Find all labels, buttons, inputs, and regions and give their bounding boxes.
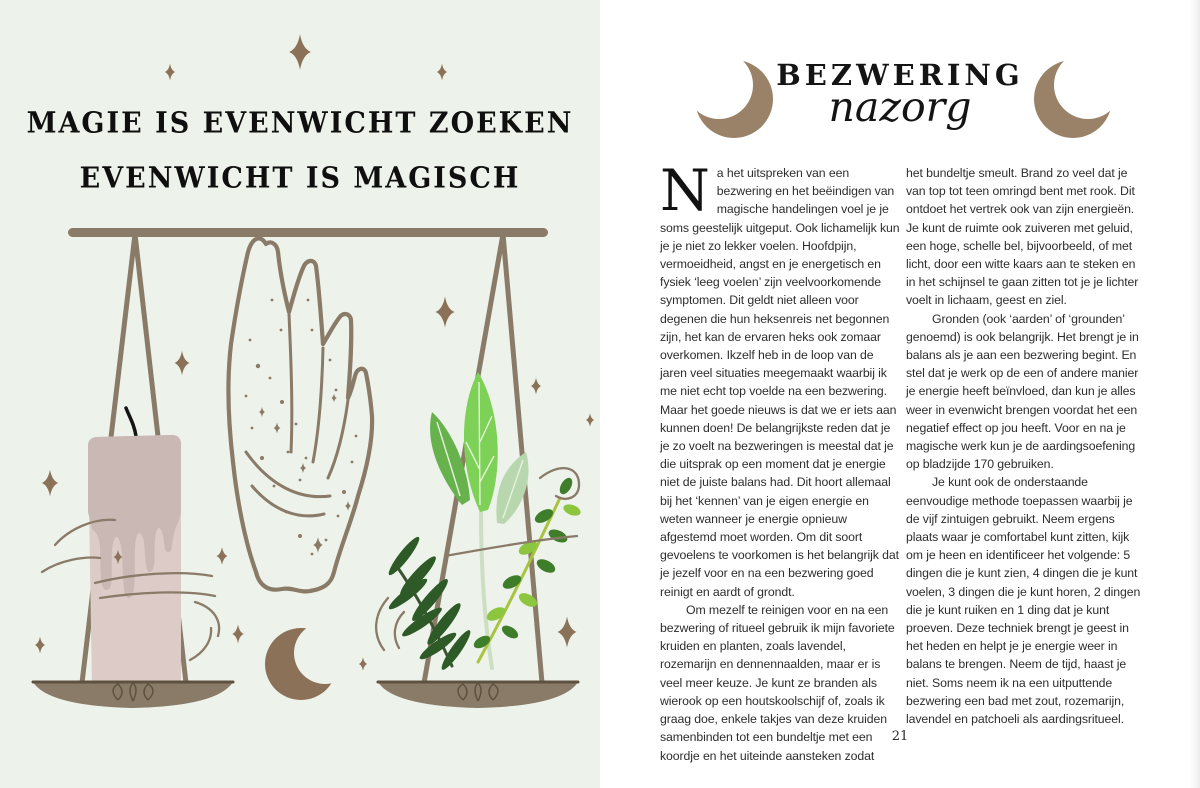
drop-cap: N [660, 158, 710, 224]
sparkle-icon [42, 470, 58, 496]
chapter-subtitle: nazorg [828, 83, 972, 131]
hand-icon [229, 238, 373, 591]
sparkle-icon [165, 64, 175, 81]
sparkle-icon [35, 637, 45, 654]
left-page-title [0, 96, 600, 206]
candle-icon [88, 408, 181, 688]
sparkle-icon [359, 657, 367, 670]
right-scale-pan [378, 682, 578, 708]
sparkle-icon [289, 34, 311, 69]
title-line-1: MAGIE IS EVENWICHT ZOEKEN [26, 106, 574, 141]
paragraph: het bundeltje smeult. Brand zo veel dat je van top tot teen omringd bent met rook. Dit ontdoet het vertrek ook van zijn energieën. Je kunt de ruimte ook zuiveren met geluid, een hoge, schelle bel, bijvoorbeeld, of met licht, door een witte kaars aan te steken en in het schijnsel te gaan zitten tot je je lichter voelt in lichaam, geest en ziel. [906, 166, 1139, 308]
paragraph: Om mezelf te reinigen voor en na een bezwering of ritueel gebruik ik mijn favoriete kruiden en planten, zoals lavendel, rozemarijn en dennennaalden, maar er is veel meer keuze. Je kunt ze branden als wierook op een houtskoolschijf of, zoals ik graag doe, enkele takjes van deze kruiden samenbinden tot een bundeltje met een koordje en het uiteinde aansteken zodat [660, 602, 895, 763]
crescent-moon-icon [1032, 56, 1114, 140]
paragraph: Je kunt ook de onderstaande eenvoudige methode toepassen waarbij je de vijf zintuigen gebruikt. Neem ergens plaats waar je comfortabel kunt zitten, kijk om je heen en identificeer het volgende: 5 dingen die je kunt zien, 4 dingen die je kunt voelen, 3 dingen die je kunt horen, 2 dingen die je kunt ruiken en 1 ding dat je kunt proeven. Deze techniek brengt je geest in het heden en helpt je je energie weer in balans te brengen. Neem de tijd, haast je niet. Soms neem ik na een uitputtende bezwering een bad met zout, rozemarijn, lavendel en patchoeli als aardingsritueel. [906, 475, 1141, 727]
title-line-2: EVENWICHT IS MAGISCH [79, 161, 521, 196]
sage-leaf-pale [496, 452, 528, 524]
sparkle-icon [435, 297, 454, 328]
sparkle-icon [437, 64, 447, 81]
crescent-moon-icon [265, 622, 356, 700]
left-scale-pan [33, 682, 233, 708]
paragraph-text: a het uitspreken van een bezwering en het beëindigen van magische handelingen voel je je soms geestelijk uitgeput. Ook lichamelijk kun je je niet zo lekker voelen. Hoofdpijn, vermoeidheid, angst en je energetisch en fysiek ‘leeg voelen’ zijn veelvoorkomende symptomen. Dit geldt niet alleen voor degenen die hun heksenreis net begonnen zijn, het kan de ervaren heks ook zomaar overkomen. Ikzelf heb in de loop van de jaren veel situaties meegemaakt waarbij ik me niet echt top voelde na een bezwering. Maar het goede nieuws is dat we er iets aan kunnen doen! De belangrijkste reden dat je je zo voelt na bezweringen is meestal dat je die uitsprak op een moment dat je energie niet de juiste balans had. Dit hoort allemaal bij het ‘kennen’ van je eigen energie en weten wanneer je energie opnieuw afgestemd moet worden. Om dit soort gevoelens te voorkomen is het belangrijk dat je jezelf voor en na een bezwering goed reinigt en aardt of grondt. [660, 166, 900, 599]
sparkle-icon [586, 413, 594, 426]
sparkle-icon [175, 351, 190, 375]
sparkle-icon [232, 625, 244, 644]
sparkle-icon [557, 617, 576, 648]
page-number: 21 [891, 729, 909, 744]
sparkle-icon [531, 378, 541, 395]
text-column-2 [906, 164, 1146, 728]
sparkle-icon [217, 547, 228, 565]
text-column-1 [660, 158, 900, 765]
chapter-title: BEZWERING [776, 58, 1024, 92]
paragraph: Gronden (ook ‘aarden’ of ‘grounden’ genoemd) is ook belangrijk. Het brengt je in balans als je aan een bezwering begint. En stel dat je werk op de een of andere manier je energie heeft beïnvloed, dan kun je alles weer in evenwicht brengen voordat het een negatief effect op jou heeft. Voor en na je magische werk kun je de aardingsoefening op bladzijde 170 gebruiken. [906, 311, 1139, 472]
scale-beam [68, 228, 548, 237]
rosemary-sprig [385, 534, 474, 673]
herbs [385, 372, 582, 673]
right-page [600, 0, 1200, 788]
paragraph [660, 158, 900, 601]
